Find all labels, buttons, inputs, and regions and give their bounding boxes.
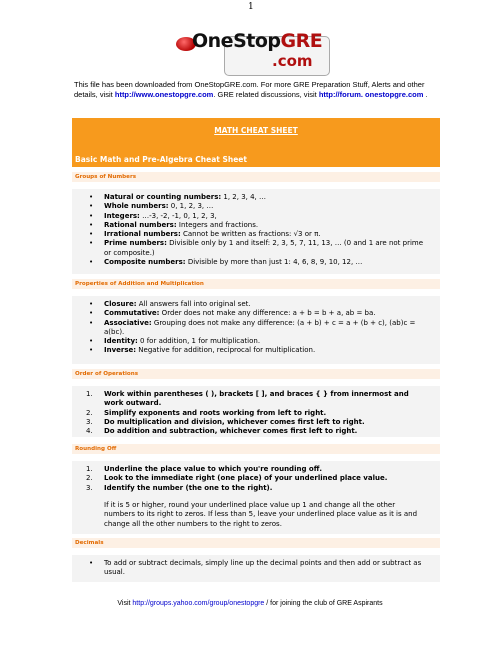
list-item: 2. Simplify exponents and roots working from left to right. — [86, 408, 327, 417]
list-item: • Prime numbers: Divisible only by 1 and itself: 2, 3, 5, 7, 11, 13, … (0 and 1 are not prime or composite.) — [86, 239, 426, 258]
logo-dotcom: .com — [272, 52, 313, 70]
footer: Visit http://groups.yahoo.com/group/onestopgre / for joining the club of GRE Aspirants — [117, 600, 383, 607]
list-item: 3. Identify the number (the one to the right). — [86, 483, 273, 492]
rounding-paragraph: If it is 5 or higher, round your underlined place value up 1 and change all the other numbers to its right to zeros. If less than 5, leave your underlined place value as it is and change all the other numbers to the right to zeros. — [104, 501, 418, 528]
section-heading-order: Order of Operations — [72, 369, 440, 379]
section-heading-rounding: Rounding Off — [72, 444, 440, 454]
list-item: 4. Do addition and subtraction, whichever comes first left to right. — [86, 427, 358, 436]
section-heading-decimals: Decimals — [72, 538, 440, 548]
section-heading-groups: Groups of Numbers — [72, 172, 440, 182]
list-item: 2. Look to the immediate right (one place) of your underlined place value. — [86, 474, 388, 483]
list-item: 3. Do multiplication and division, whichever comes first left to right. — [86, 417, 365, 426]
title-banner — [72, 118, 440, 167]
list-item: • Whole numbers: 0, 1, 2, 3, … — [86, 202, 426, 211]
rounding-list — [86, 465, 426, 493]
list-item: • Integers: …-3, -2, -1, 0, 1, 2, 3, — [86, 212, 426, 221]
list-item: • Rational numbers: Integers and fractions. — [86, 221, 426, 230]
list-item: • Natural or counting numbers: 1, 2, 3, 4, … — [86, 193, 426, 202]
list-item: • Identity: 0 for addition, 1 for multiplication. — [86, 337, 426, 346]
list-item: • Composite numbers: Divisible by more than just 1: 4, 6, 8, 9, 10, 12, … — [86, 258, 426, 267]
page-title: MATH CHEAT SHEET — [214, 126, 298, 135]
order-list — [86, 390, 426, 436]
page-number: 1 — [248, 2, 254, 12]
list-item: 1. Underline the place value to which you're rounding off. — [86, 465, 323, 473]
list-item: 1. Work within parentheses ( ), brackets [ ], and braces { } from innermost and work outward. — [86, 390, 409, 408]
list-item: • Commutative: Order does not make any difference: a + b = b + a, ab = ba. — [86, 309, 426, 318]
list-item: • Associative: Grouping does not make any difference: (a + b) + c = a + (b + c), (ab)c = a(bc). — [86, 319, 426, 338]
logo-wordmark: OneStopGRE — [192, 30, 323, 52]
list-item: • Inverse: Negative for addition, reciprocal for multiplication. — [86, 346, 426, 355]
onestopgre-link[interactable]: http://www.onestopgre.com — [114, 90, 214, 99]
section-heading-properties: Properties of Addition and Multiplication — [72, 279, 440, 289]
decimals-list — [86, 559, 426, 578]
onestopgre-logo — [172, 28, 332, 74]
forum-link[interactable]: http://forum. onestopgre.com — [318, 90, 424, 99]
list-item: • Irrational numbers: Cannot be written as fractions: √3 or π. — [86, 230, 426, 239]
list-item: • To add or subtract decimals, simply line up the decimal points and then add or subtract as usual. — [86, 559, 426, 578]
intro-notice: This file has been downloaded from OneStopGRE.com. For more GRE Preparation Stuff, Alerts and other details, visit http://www.onestopgre.com. GRE related discussions, visit http://forum. onestopgre.com . — [74, 80, 428, 99]
groups-list — [86, 193, 426, 267]
yahoo-group-link[interactable]: http://groups.yahoo.com/group/onestopgre — [132, 600, 265, 607]
properties-list — [86, 300, 426, 356]
list-item: • Closure: All answers fall into original set. — [86, 300, 426, 309]
page-subtitle: Basic Math and Pre-Algebra Cheat Sheet — [75, 155, 247, 164]
